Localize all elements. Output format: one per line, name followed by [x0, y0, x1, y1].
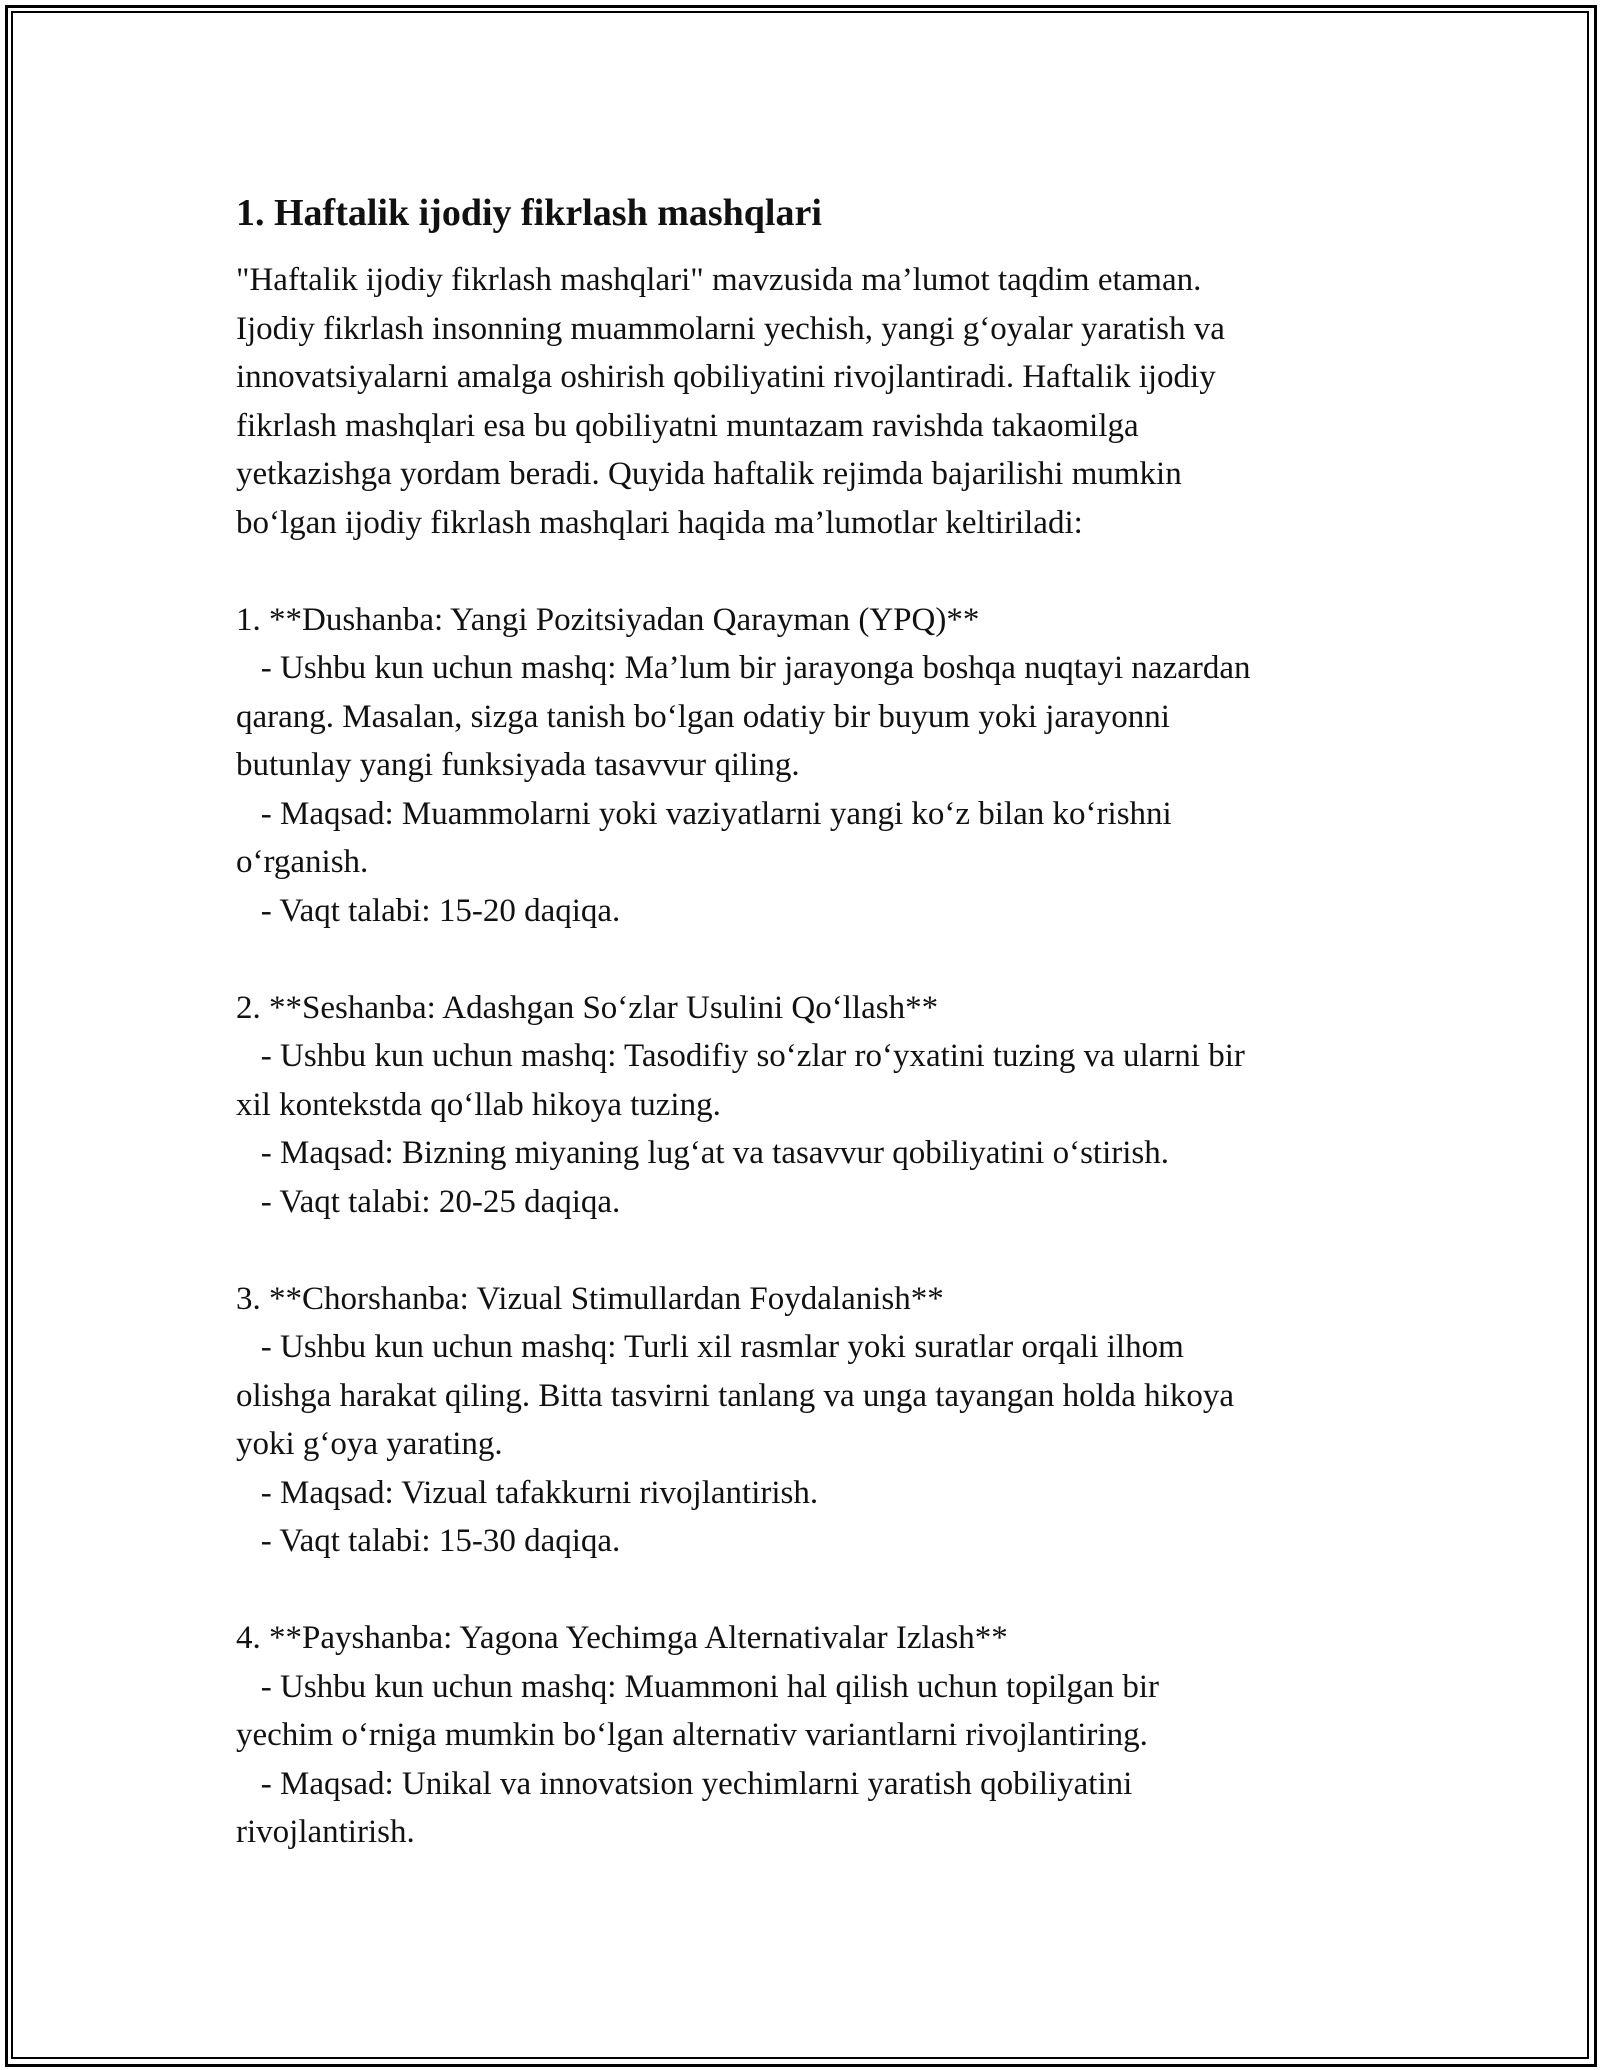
list-item-line: - Vaqt talabi: 15-20 daqiqa.	[236, 892, 621, 929]
list-item-line: - Maqsad: Vizual tafakkurni rivojlantirish.	[236, 1474, 819, 1511]
intro-line: yetkazishga yordam beradi. Quyida haftalik rejimda bajarilishi mumkin	[236, 456, 1182, 492]
list-item-title: 1. **Dushanba: Yangi Pozitsiyadan Qarayman (YPQ)**	[236, 601, 980, 638]
list-item-line: yoki g‘oya yarating.	[236, 1426, 503, 1462]
list-item-line: - Ushbu kun uchun mashq: Turli xil rasmlar yoki suratlar orqali ilhom	[236, 1329, 1184, 1365]
paragraph-spacer	[236, 1226, 1386, 1275]
intro-paragraph	[236, 256, 1386, 547]
list-item-line: - Ushbu kun uchun mashq: Tasodifiy so‘zlar ro‘yxatini tuzing va ularni bir	[236, 1038, 1245, 1074]
list-item-line: - Vaqt talabi: 20-25 daqiqa.	[236, 1183, 621, 1220]
list-item-line: olishga harakat qiling. Bitta tasvirni tanlang va unga tayangan holda hikoya	[236, 1377, 1234, 1414]
intro-line: Ijodiy fikrlash insonning muammolarni yechish, yangi g‘oyalar yaratish va	[236, 310, 1225, 347]
list-item-line: - Vaqt talabi: 15-30 daqiqa.	[236, 1523, 621, 1559]
document-body	[236, 188, 1386, 1857]
paragraph-spacer	[236, 1566, 1386, 1615]
list-item-line: - Maqsad: Bizning miyaning lug‘at va tasavvur qobiliyatini o‘stirish.	[236, 1135, 1170, 1171]
list-item-line: xil kontekstda qo‘llab hikoya tuzing.	[236, 1086, 721, 1123]
paragraph-spacer	[236, 547, 1386, 596]
list-item-wednesday	[236, 1275, 1386, 1566]
list-item-thursday	[236, 1614, 1386, 1857]
intro-line: "Haftalik ijodiy fikrlash mashqlari" mavzusida ma’lumot taqdim etaman.	[236, 262, 1202, 298]
list-item-line: rivojlantirish.	[236, 1814, 415, 1850]
list-item-line: yechim o‘rniga mumkin bo‘lgan alternativ variantlarni rivojlantiring.	[236, 1717, 1148, 1753]
list-item-line: o‘rganish.	[236, 844, 369, 880]
list-item-line: - Maqsad: Muammolarni yoki vaziyatlarni yangi ko‘z bilan ko‘rishni	[236, 795, 1172, 832]
list-item-line: butunlay yangi funksiyada tasavvur qiling.	[236, 747, 800, 783]
list-item-title: 3. **Chorshanba: Vizual Stimullardan Foydalanish**	[236, 1280, 944, 1317]
paragraph-spacer	[236, 935, 1386, 984]
document-heading: 1. Haftalik ijodiy fikrlash mashqlari	[236, 192, 822, 234]
list-item-line: qarang. Masalan, sizga tanish bo‘lgan odatiy bir buyum yoki jarayonni	[236, 698, 1170, 735]
intro-line: bo‘lgan ijodiy fikrlash mashqlari haqida ma’lumotlar keltiriladi:	[236, 504, 1083, 541]
list-item-tuesday	[236, 984, 1386, 1227]
list-item-line: - Maqsad: Unikal va innovatsion yechimlarni yaratish qobiliyatini	[236, 1765, 1133, 1802]
intro-line: innovatsiyalarni amalga oshirish qobiliyatini rivojlantiradi. Haftalik ijodiy	[236, 359, 1216, 395]
list-item-monday	[236, 596, 1386, 936]
list-item-line: - Ushbu kun uchun mashq: Muammoni hal qilish uchun topilgan bir	[236, 1668, 1160, 1705]
list-item-title: 4. **Payshanba: Yagona Yechimga Alternativalar Izlash**	[236, 1620, 1008, 1656]
intro-line: fikrlash mashqlari esa bu qobiliyatni muntazam ravishda takaomilga	[236, 407, 1139, 444]
list-item-title: 2. **Seshanba: Adashgan So‘zlar Usulini Qo‘llash**	[236, 989, 939, 1026]
list-item-line: - Ushbu kun uchun mashq: Ma’lum bir jarayonga boshqa nuqtayi nazardan	[236, 650, 1251, 686]
